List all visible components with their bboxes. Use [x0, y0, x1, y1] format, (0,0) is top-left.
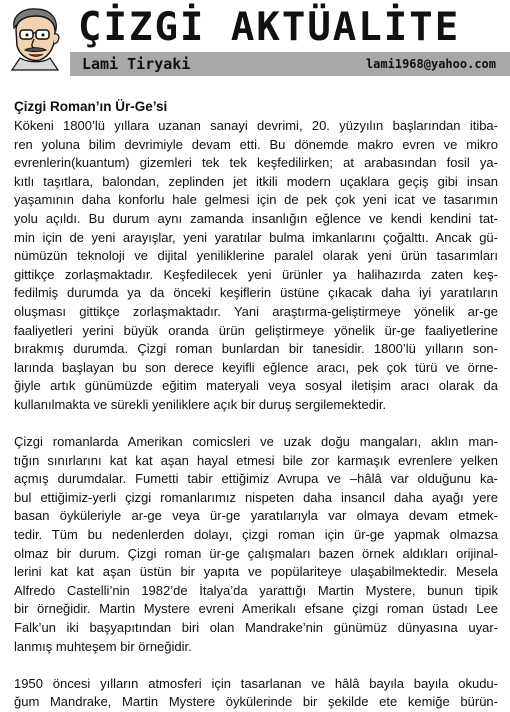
text-line: bir örneğidir. Martin Mystere evreni Amerikalı efsane çizgi roman üstadı Lee: [14, 601, 498, 617]
author-name: Lami Tiryaki: [82, 55, 191, 73]
caricature-portrait-icon: [6, 6, 64, 70]
text-line: tedir. Tüm bu nedenlerden dolayı, çizgi roman için ür-ge yapmak olmazsa: [14, 527, 498, 543]
author-email: lami1968@yahoo.com: [365, 57, 496, 71]
text-line: min için de yeni arayışlar, yeni yaratılar bulma imkanlarını çoğalttı. Ancak gü-: [14, 229, 498, 245]
text-line: olmaz bir durum. Çizgi roman ür-ge çalışmaları bazen örnek aldıkları orijinal-: [14, 545, 498, 561]
text-line: ren yoluna bilim devrimiyle devam etti. Bu dönemde makro evren ve mikro: [14, 136, 498, 152]
text-line: lerini kat kat aşan üstün bir yapıta ve popülariteye ulaşabilmektedir. Mesela: [14, 564, 498, 580]
text-line: Kökeni 1800’lü yıllara uzanan sanayi devrimi, 20. yüzyılın başlarından itiba-: [14, 118, 498, 133]
byline-bar: [70, 52, 510, 76]
paragraph-gap: [14, 415, 498, 434]
column-title-box: [70, 6, 510, 50]
article: [14, 98, 498, 712]
text-line: nümüzün teknoloji ve dijital yeniliklerine paralel olarak yeni ürün tasarımları: [14, 248, 498, 264]
text-line: açmış durumdalar. Fumetti tabir ettiğimiz Avrupa ve –hâlâ var olduğunu ka-: [14, 471, 498, 487]
text-line: kıtlı taşıtlara, balondan, zeplinden jet itkili modern uçaklara geçiş gibi insan: [14, 173, 498, 189]
paragraph: [14, 675, 498, 712]
text-line: gittikçe zorlaşmaktadır. Keşfedilecek yeni ürünler ya halihazırda zaten keş-: [14, 266, 498, 282]
text-line: Alfredo Castelli’nin 1982’de İtalya’da yarattığı Martin Mystere, bunun tipik: [14, 582, 498, 598]
text-line: bul ettiğimiz-yerli çizgi romanlarımız nispeten daha insancıl daha ayağı yere: [14, 489, 498, 505]
text-line: basan öyküleriyle ar-ge veya ür-ge yaratılarıyla var olmaya devam etmek-: [14, 508, 498, 524]
text-line: evrenlerin(kuantum) gizemleri tek tek keşfedilirken; at arabasından fosil ya-: [14, 155, 498, 171]
paragraph: [14, 433, 498, 656]
text-line: larında başlayan bu son derece keyifli eğlence aracı, pek çok türü ve örne-: [14, 359, 498, 375]
text-line: yaşamının daha konforlu hale gelmesi için de pek çok yeni icat ve tasarımın: [14, 192, 498, 208]
text-line: bırakmış durumda. Çizgi roman bunlardan bir tanesidir. 1800’lü yılların son-: [14, 341, 498, 357]
page-header: [0, 0, 510, 78]
text-line: oluşması gittikçe zorlaşmaktadır. Yani araştırma-geliştirmeye yönelik ar-ge: [14, 303, 498, 319]
text-line: ğiyle artık günümüzde eğitim materyali veya sosyal iletişim aracı olarak da: [14, 378, 498, 394]
text-line: fedilmiş durumda ya da önceki keşiflerin üstüne çıkacak daha iyi yaratıların: [14, 285, 498, 301]
article-title: Çizgi Roman’ın Ür-Ge’si: [14, 99, 168, 114]
text-line: 1950 öncesi yılların atmosferi için tasarlanan ve hâlâ bayıla bayıla okudu-: [14, 675, 498, 691]
text-line: kullanılmakta ve sürekli yeniliklere açık bir duruş sergilemektedir.: [14, 396, 387, 412]
article-body: [14, 117, 498, 712]
column-title: ÇİZGİ AKTÜALİTE: [78, 5, 461, 50]
text-line: lanmış muhteşem bir örneğidir.: [14, 638, 192, 654]
paragraph: [14, 117, 498, 415]
text-line: Falk’un iki başyapıtından biri olan Mandrake’nin günümüz dünyasına uyar-: [14, 620, 498, 636]
text-line: yolu açıldı. Bu durum aynı zamanda insanlığın eğlence ve kendi kendini tat-: [14, 210, 498, 226]
text-line: tığın sınırlarını kat kat aşan hayal etmesi bile zor karmaşık evrenlere yelken: [14, 452, 498, 468]
text-line: Çizgi romanlarda Amerikan comicsleri ve uzak doğu mangaları, aklın man-: [14, 434, 498, 450]
text-line: faaliyetleri yerini büyük oranda ürün geliştirmeye yönelik ür-ge faaliyetlerine: [14, 322, 498, 338]
text-line: ğum Mandrake, Martin Mystere öykülerinde bir şekilde ete kemiğe bürün-: [14, 694, 498, 710]
paragraph-gap: [14, 656, 498, 675]
